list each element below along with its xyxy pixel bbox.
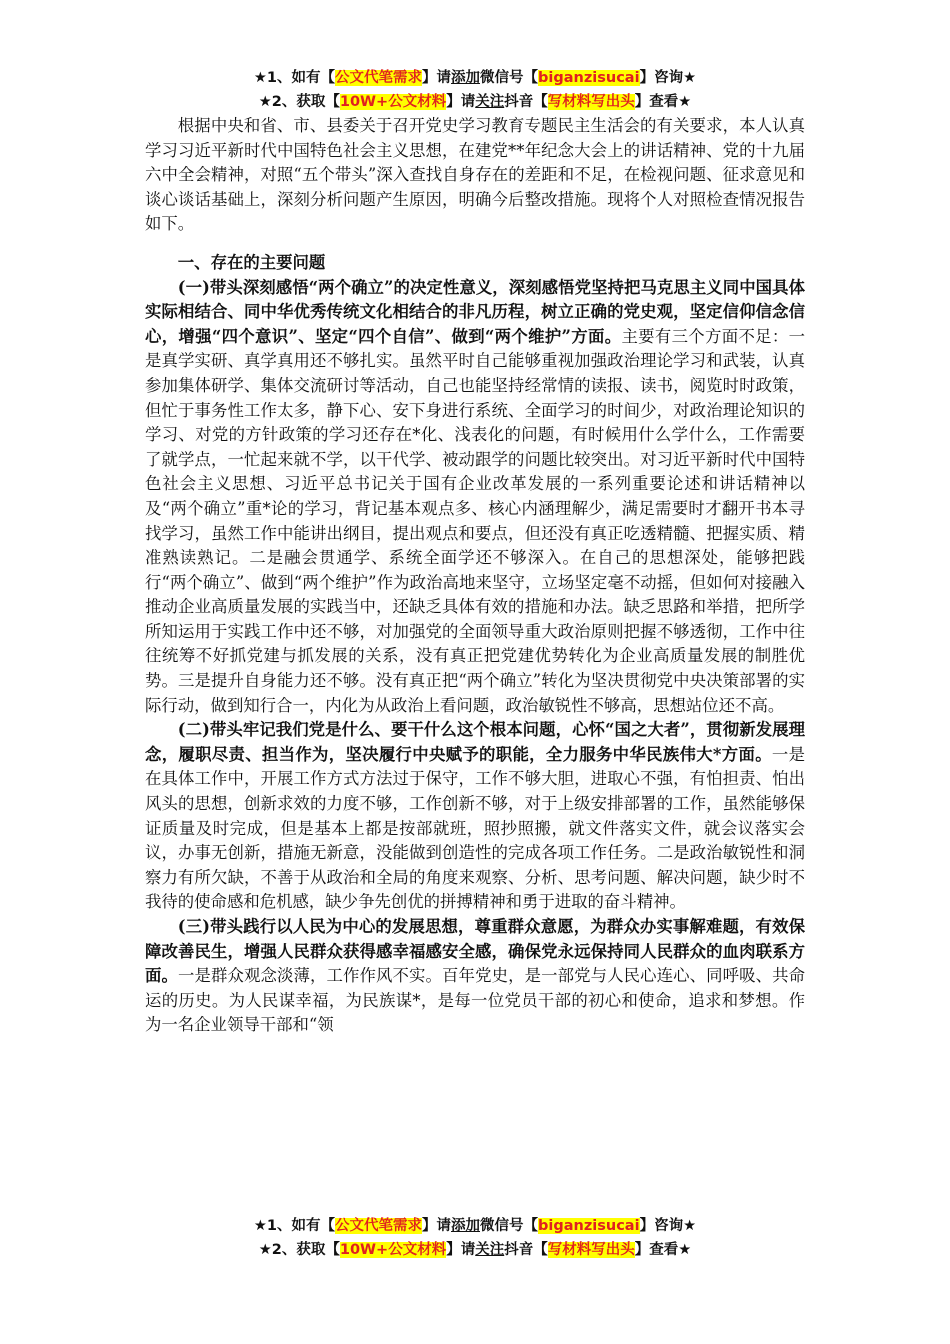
notice-text: 】咨询★: [639, 1218, 697, 1234]
notice-text: 】咨询★: [639, 70, 697, 86]
douyin-account-highlight: 写材料写出头: [547, 94, 635, 110]
item-body: 一是在具体工作中，开展工作方式方法过于保守，工作不够大胆，进取心不强，有怕担责、怕出风头的思想，创新求效的力度不够，工作创新不够，对于上级安排部署的工作，虽然能够保证质量及时完成，但是基本上都是按部就班，照抄照搬，就文件落实文件，就会议落实会议，办事无创新，措施无新意，没能做到创造性的完成各项工作任务。二是政治敏锐性和洞察力有所欠缺，不善于从政治和全局的角度来观察、分析、思考问题、解决问题，缺少时不我待的使命感和危机感，缺少争先创优的拼搏精神和勇于进取的奋斗精神。: [145, 744, 805, 912]
highlight-text: 10W+公文材料: [339, 94, 447, 110]
douyin-account-highlight: 写材料写出头: [547, 1242, 635, 1258]
underlined-text: 关注: [475, 1242, 505, 1258]
notice-line-2: [145, 1238, 805, 1262]
footer-notice: [145, 1214, 805, 1262]
notice-text: 微信号【: [480, 70, 539, 86]
item-paragraph-2: [145, 718, 805, 915]
item-title: (三)带头践行以人民为中心的发展思想，尊重群众意愿，为群众办实事解难题，有效保障改善民生，增强人民群众获得感幸福感安全感，确保党永远保持同人民群众的血肉联系方面。: [145, 917, 805, 986]
underlined-text: 添加: [451, 1218, 481, 1234]
highlight-text: 公文代笔需求: [335, 70, 423, 86]
underlined-text: 关注: [475, 94, 505, 110]
item-paragraph-3: [145, 915, 805, 1038]
section-heading: 一、存在的主要问题: [177, 252, 326, 272]
notice-text: ★1、如有【: [253, 1218, 336, 1234]
notice-text: 】请: [422, 70, 452, 86]
highlight-text: 10W+公文材料: [339, 1242, 447, 1258]
notice-text: 微信号【: [480, 1218, 539, 1234]
notice-text: 】请: [422, 1218, 452, 1234]
document-page: [145, 66, 805, 1038]
notice-text: ★1、如有【: [253, 70, 336, 86]
notice-text: 抖音【: [504, 1242, 548, 1258]
notice-line-2: [145, 90, 805, 114]
item-body: 一是群众观念淡薄，工作作风不实。百年党史，是一部党与人民心连心、同呼吸、共命运的历史。为人民谋幸福，为民族谋*，是每一位党员干部的初心和使命，追求和梦想。作为一名企业领导干部和“领: [145, 966, 806, 1035]
notice-text: 】请: [446, 94, 476, 110]
item-title: (二)带头牢记我们党是什么、要干什么这个根本问题，心怀“国之大者”，贯彻新发展理念，履职尽责、担当作为，坚决履行中央赋予的职能，全力服务中华民族伟大*方面。: [145, 720, 805, 764]
notice-text: 】查看★: [634, 94, 692, 110]
item-paragraph-1: [145, 276, 805, 719]
notice-text: 】查看★: [634, 1242, 692, 1258]
item-body: 主要有三个方面不足：一是真学实研、真学真用还不够扎实。虽然平时自己能够重视加强政治理论学习和武装，认真参加集体研学、集体交流研讨等活动，自己也能坚持经常情的读报、读书，阅览时时政策，但忙于事务性工作太多，静下心、安下身进行系统、全面学习的时间少，对政治理论知识的学习、对党的方针政策的学习还存在*化、浅表化的问题，有时候用什么学什么，工作需要了就学点，一忙起来就不学，以干代学、被动跟学的问题比较突出。对习近平新时代中国特色社会主义思想、习近平总书记关于国有企业改革发展的一系列重要论述和讲话精神以及“两个确立”重*论的学习，背记基本观点多、核心内涵理解少，满足需要时才翻开书本寻找学习，虽然工作中能讲出纲目，提出观点和要点，但还没有真正吃透精髓、把握实质、精准熟读熟记。二是融会贯通学、系统全面学还不够深入。在自己的思想深处，能够把践行“两个确立”、做到“两个维护”作为政治高地来坚守，立场坚定毫不动摇，但如何对接融入推动企业高质量发展的实践当中，还缺乏具体有效的措施和办法。缺乏思路和举措，把所学所知运用于实践工作中还不够，对加强党的全面领导重大政治原则把握不够透彻，工作中往往统筹不好抓党建与抓发展的关系，没有真正把党建优势转化为企业高质量发展的制胜优势。三是提升自身能力还不够。没有真正把“两个确立”转化为坚决贯彻党中央决策部署的实际行动，做到知行合一，内化为从政治上看问题，政治敏锐性不够高，思想站位还不高。: [145, 326, 805, 715]
notice-text: ★2、获取【: [258, 94, 340, 110]
wechat-id-highlight: biganzisucai: [538, 1218, 640, 1234]
wechat-id-highlight: biganzisucai: [538, 70, 640, 86]
highlight-text: 公文代笔需求: [335, 1218, 423, 1234]
notice-text: ★2、获取【: [258, 1242, 340, 1258]
item-title: (一)带头深刻感悟“两个确立”的决定性意义，深刻感悟党坚持把马克思主义同中国具体实际相结合、同中华优秀传统文化相结合的非凡历程，树立正确的党史观，坚定信仰信念信心，增强“四个意识”、坚定“四个自信”、做到“两个维护”方面。: [145, 277, 805, 346]
intro-paragraph: 根据中央和省、市、县委关于召开党史学习教育专题民主生活会的有关要求，本人认真学习习近平新时代中国特色社会主义思想，在建党**年纪念大会上的讲话精神、党的十九届六中全会精神，对照“五个带头”深入查找自身存在的差距和不足，在检视问题、征求意见和谈心谈话基础上，深刻分析问题产生原因，明确今后整改措施。现将个人对照检查情况报告如下。: [145, 116, 805, 234]
underlined-text: 添加: [451, 70, 481, 86]
notice-line-1: [145, 66, 805, 90]
notice-text: 抖音【: [504, 94, 548, 110]
notice-text: 】请: [446, 1242, 476, 1258]
notice-line-1: [145, 1214, 805, 1238]
